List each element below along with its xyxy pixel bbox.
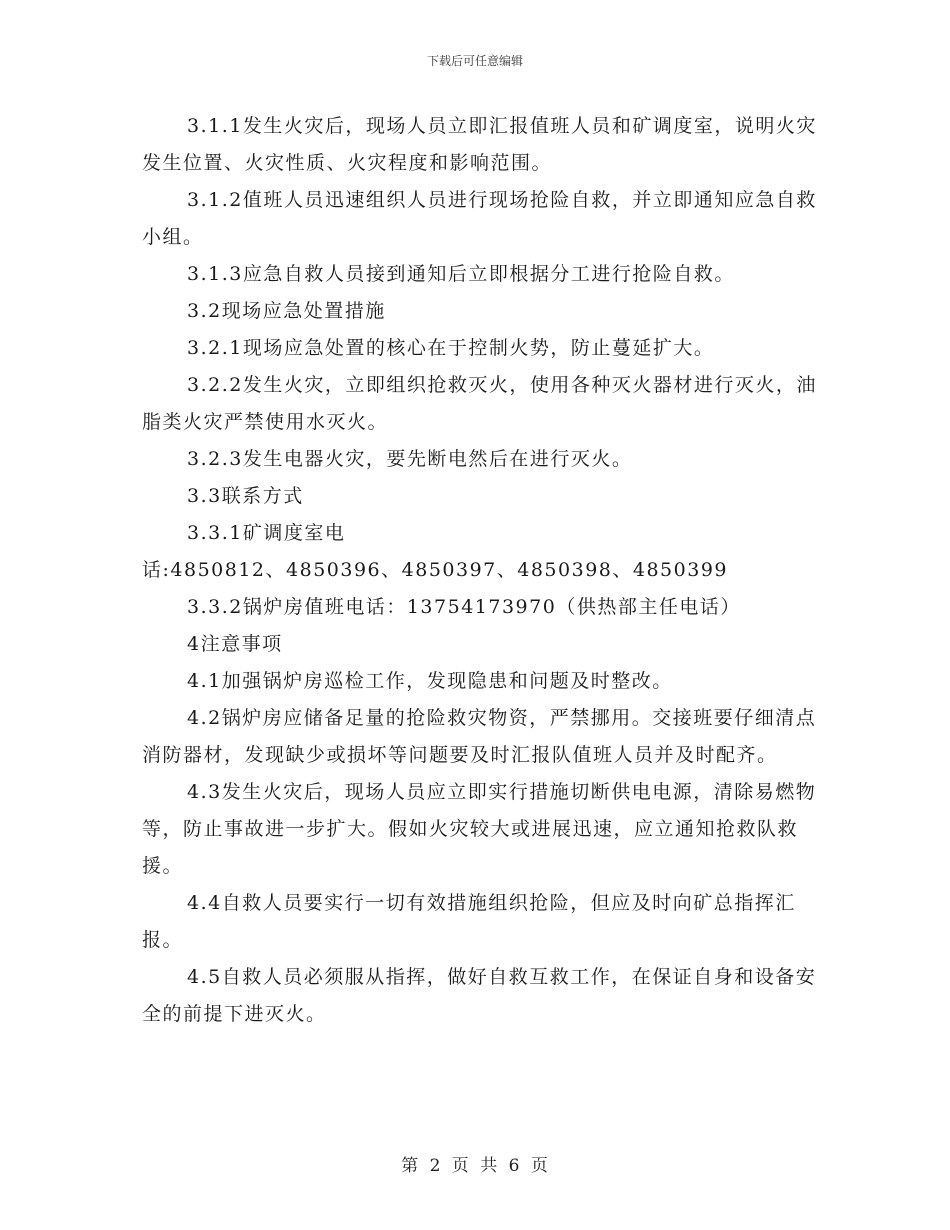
paragraph-3-1-2: 3.1.2值班人员迅速组织人员进行现场抢险自救，并立即通知应急自救小组。 [142,189,817,248]
section-heading-3-3: 3.3联系方式 [187,485,304,507]
section-heading-4: 4注意事项 [187,633,283,655]
paragraph-3-2-3: 3.2.3发生电器火灾，要先断电然后在进行灭火。 [187,448,633,470]
paragraph-4-1: 4.1加强锅炉房巡检工作，发现隐患和问题及时整改。 [187,670,673,692]
document-body [142,108,822,1033]
paragraph-4-3: 4.3发生火灾后，现场人员应立即实行措施切断供电电源，清除易燃物等，防止事故进一步扩大。假如火灾较大或进展迅速，应立通知抢救队救援。 [142,781,817,877]
paragraph-3-3-2: 3.3.2锅炉房值班电话：13754173970（供热部主任电话） [187,596,741,618]
paragraph-3-1-1: 3.1.1发生火灾后，现场人员立即汇报值班人员和矿调度室，说明火灾发生位置、火灾性质、火灾程度和影响范围。 [142,115,817,174]
phone-numbers-line: 话:4850812、4850396、4850397、4850398、4850399 [142,559,728,581]
page-header: 下载后可任意编辑 [426,54,523,68]
paragraph-4-5: 4.5自救人员必须服从指挥，做好自救互救工作，在保证自身和设备安全的前提下进灭火。 [142,966,817,1025]
paragraph-4-2: 4.2锅炉房应储备足量的抢险救灾物资，严禁挪用。交接班要仔细清点消防器材，发现缺少或损坏等问题要及时汇报队值班人员并及时配齐。 [142,707,817,766]
section-heading-3-2: 3.2现场应急处置措施 [187,300,386,322]
paragraph-3-3-1: 3.3.1矿调度室电 [187,522,346,544]
paragraph-3-2-2: 3.2.2发生火灾，立即组织抢救灭火，使用各种灭火器材进行灭火，油脂类火灾严禁使用水灭火。 [142,374,817,433]
paragraph-3-1-3: 3.1.3应急自救人员接到通知后立即根据分工进行抢险自救。 [187,263,735,285]
page-number-footer: 第 2 页 共 6 页 [401,1156,549,1176]
paragraph-3-2-1: 3.2.1现场应急处置的核心在于控制火势，防止蔓延扩大。 [187,337,715,359]
paragraph-4-4: 4.4自救人员要实行一切有效措施组织抢险，但应及时向矿总指挥汇报。 [142,892,796,951]
